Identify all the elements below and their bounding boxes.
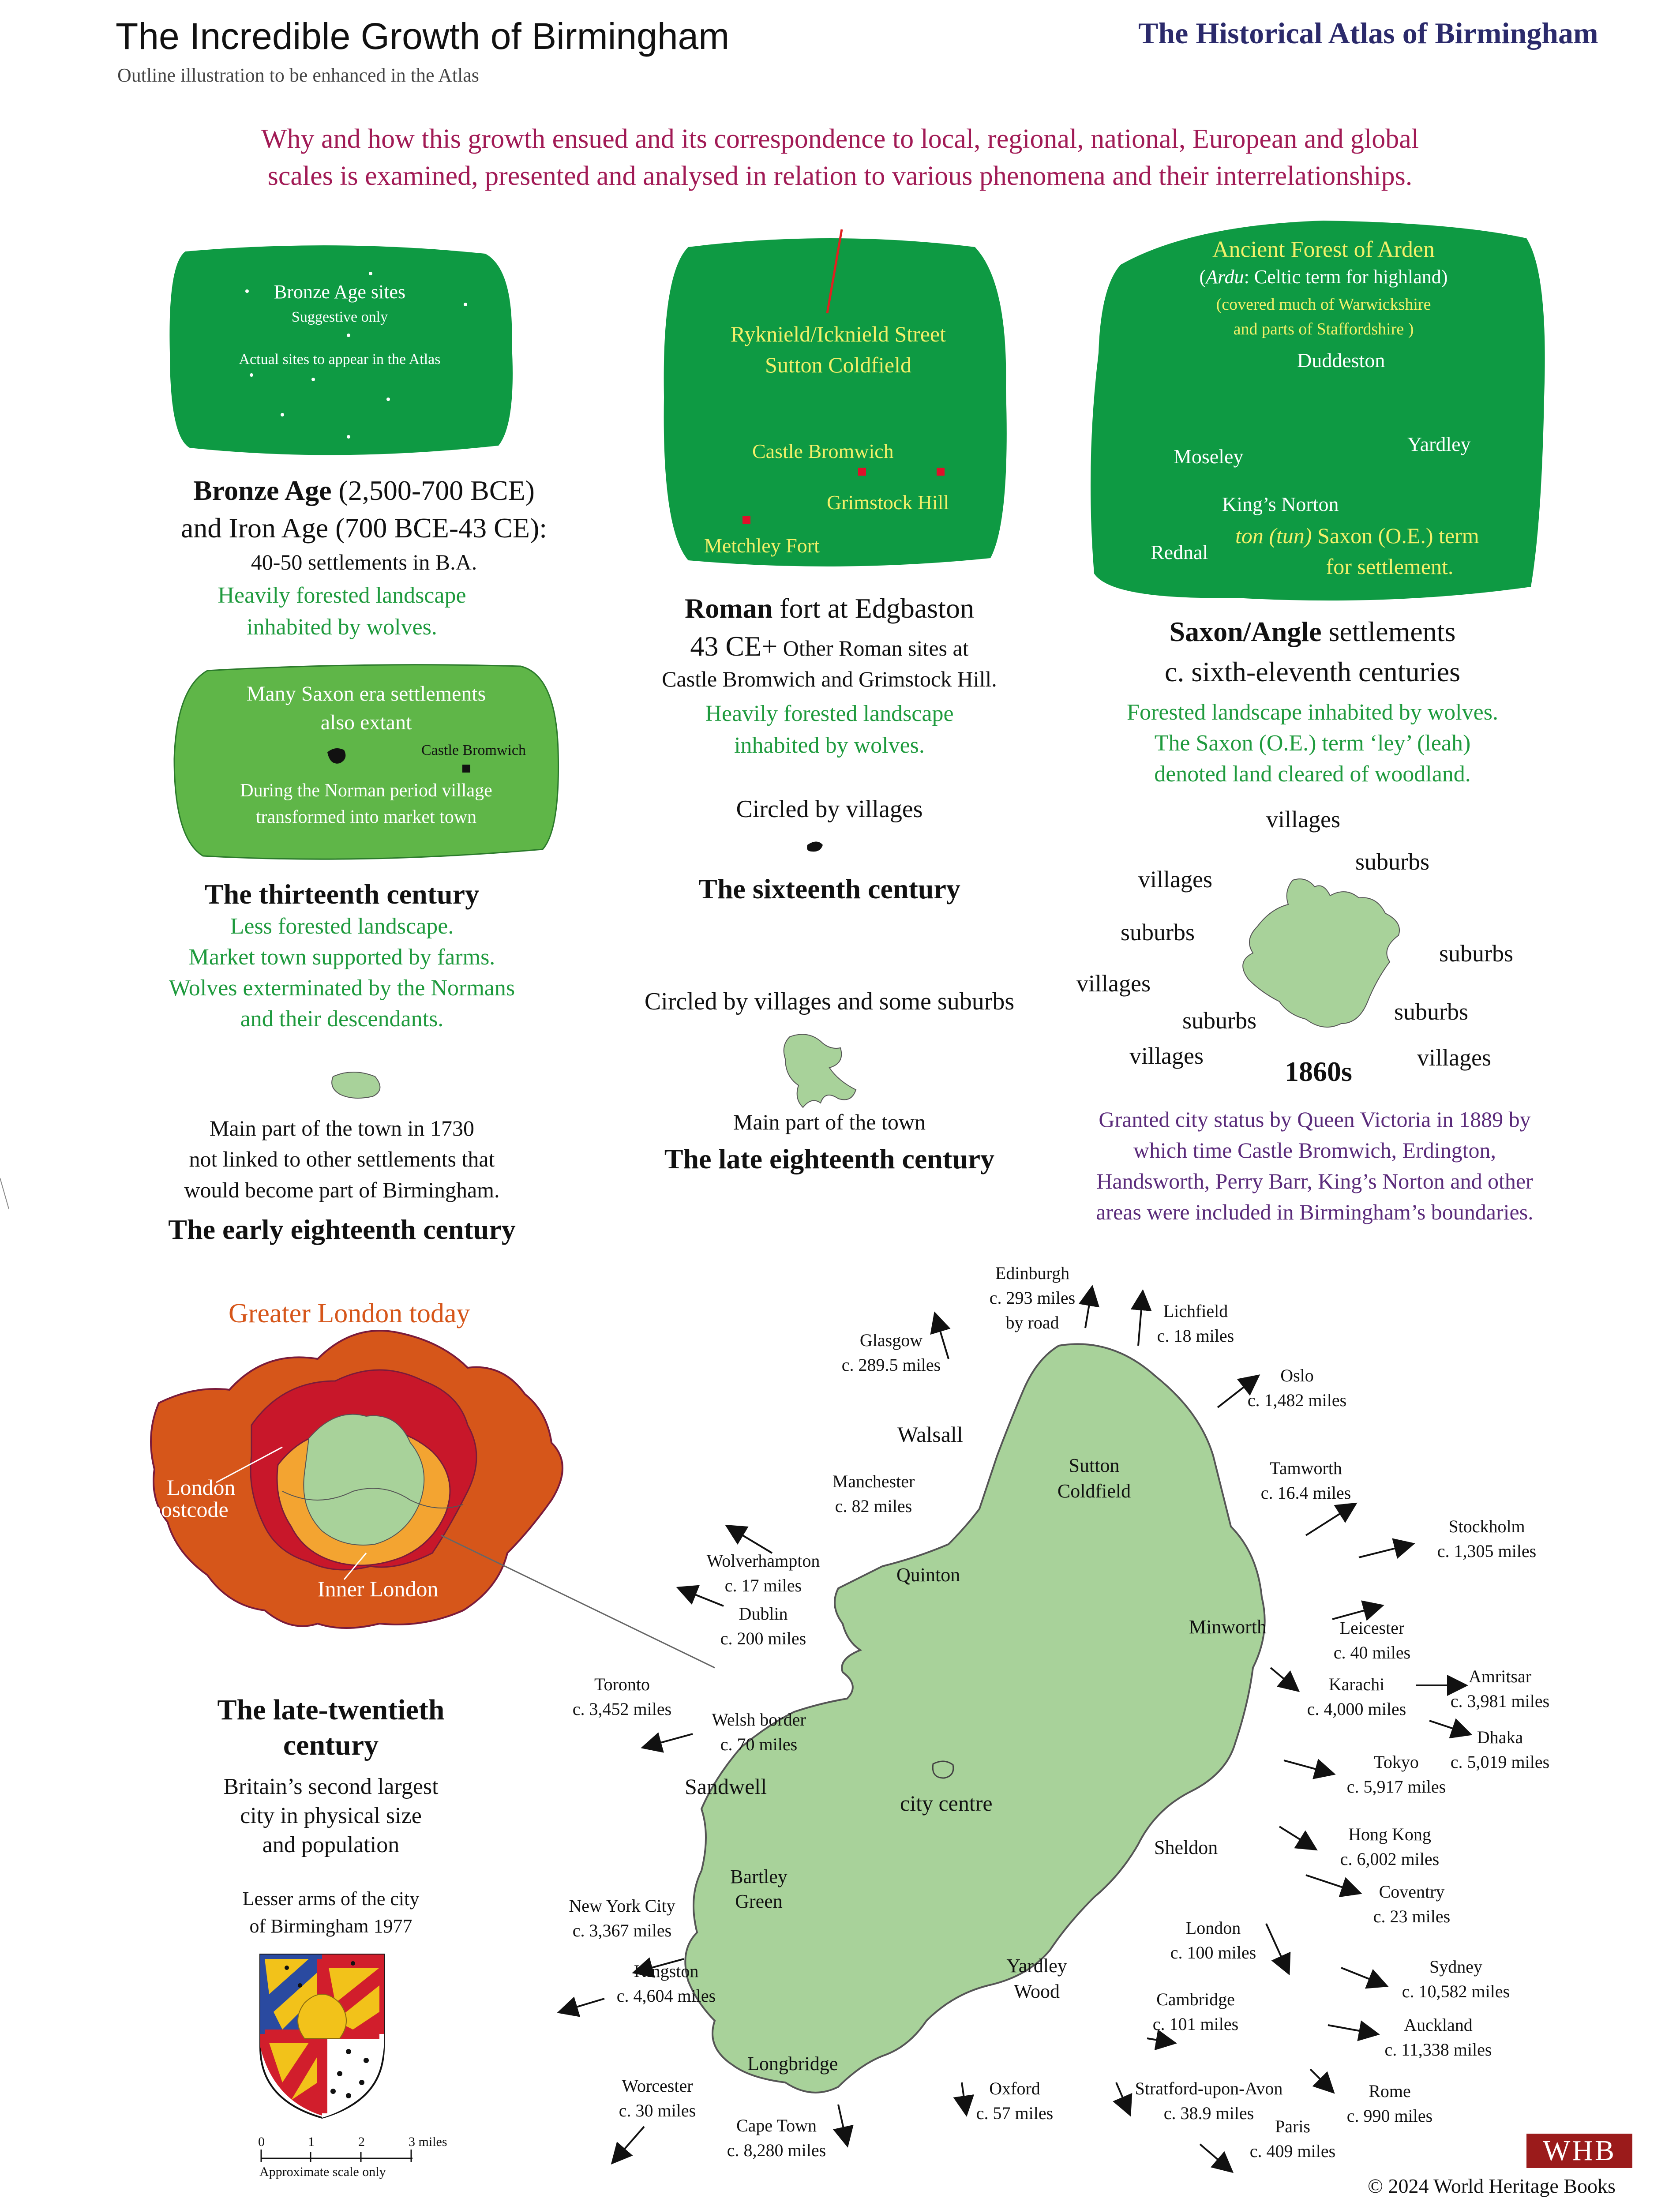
thirteenth-box-4: transformed into market town [255,807,477,827]
page-subtitle: Outline illustration to be enhanced in the Atlas [117,64,479,86]
town-1860s [1243,879,1399,1027]
dest-distance: c. 8,280 miles [727,2140,826,2160]
c1860-purple-4: areas were included in Birmingham’s boundaries. [1096,1200,1534,1224]
metchley-fort-marker [742,516,750,524]
dest-distance: c. 38.9 miles [1163,2103,1254,2123]
dest-name: Worcester [622,2076,693,2096]
saxon-ton-term-2: for settlement. [1326,554,1454,579]
saxon-ton-word: ton (tun) [1235,523,1312,548]
roman-line-2 [609,630,1050,663]
dest-distance: c. 4,604 miles [616,1986,716,2006]
c1860-purple-1: Granted city status by Queen Victoria in 1889 by [1099,1107,1531,1132]
saxon-kings-norton: King’s Norton [1222,493,1339,515]
label-suburbs-1: suburbs [1355,848,1430,875]
bronze-heading-bold: Bronze Age [193,475,332,506]
scale-tick-1: 1 [308,2135,315,2149]
dest-name: Paris [1275,2116,1310,2136]
dest-name: Oxford [989,2078,1040,2098]
dest-name: Auckland [1404,2015,1473,2035]
whb-logo: WHB [1526,2134,1632,2168]
thirteenth-green-1: Less forested landscape. [230,914,454,939]
thirteenth-box-2: also extant [320,711,412,734]
roman-heading-bold: Roman [685,593,773,624]
dest-welsh-border [688,1707,829,1757]
arms-caption-1: Lesser arms of the city [242,1888,420,1910]
saxon-yardley: Yardley [1407,433,1471,455]
dest-distance: c. 57 miles [976,2103,1054,2123]
late20-heading-1: The late-twentieth [217,1694,445,1726]
early18-line-3: would become part of Birmingham. [184,1178,500,1202]
dest-sydney [1381,1955,1531,2004]
dest-paris [1226,2114,1359,2164]
dest-cape-town [706,2113,847,2163]
london-title: Greater London today [229,1298,470,1328]
london-to-birmingham-connector [441,1535,715,1668]
roman-line-3: Castle Bromwich and Grimstock Hill. [662,667,997,691]
dest-name: Cape Town [736,2116,817,2135]
place-minworth: Minworth [1189,1616,1267,1638]
arden-covered-2: and parts of Staffordshire ) [1233,320,1414,338]
bronze-age-forest-blob [169,245,513,455]
saxon-heading-2: c. sixth-eleventh centuries [1165,656,1460,687]
dest-distance: c. 18 miles [1157,1326,1234,1346]
dest-distance: c. 11,338 miles [1384,2040,1492,2060]
dest-name: Tokyo [1374,1752,1419,1772]
scale-bar [261,2150,412,2162]
roman-green-1: Heavily forested landscape [705,701,954,726]
thirteenth-heading: The thirteenth century [204,878,480,910]
saxon-heading-bold: Saxon/Angle [1169,616,1322,647]
label-villages-4: villages [1129,1043,1204,1069]
arden-ardu-rest: : Celtic term for highland) [1244,266,1448,288]
arden-covered-1: (covered much of Warwickshire [1216,295,1431,314]
dest-extra: by road [1005,1313,1059,1332]
dest-distance: c. 5,019 miles [1450,1752,1550,1772]
dest-name: Edinburgh [995,1263,1070,1283]
bronze-green-1: Heavily forested landscape [218,583,466,608]
arms-caption-2: of Birmingham 1977 [249,1915,412,1937]
roman-other-sites: Other Roman sites at [777,636,969,660]
early18-heading: The early eighteenth century [168,1214,516,1245]
dest-leicester [1306,1616,1438,1665]
thirteenth-box-1: Many Saxon era settlements [246,682,486,705]
bronze-box-note-2: Actual sites to appear in the Atlas [239,351,441,368]
copyright: © 2024 World Heritage Books [1368,2175,1616,2197]
dest-distance: c. 101 miles [1152,2014,1239,2034]
thirteenth-castle-bromwich: Castle Bromwich [421,742,526,758]
inner-london-label: Inner London [318,1576,439,1601]
dest-name: London [1185,1918,1241,1938]
saxon-moseley: Moseley [1174,445,1244,468]
bronze-green-2: inhabited by wolves. [247,615,437,640]
roman-forest-blob [664,238,1007,567]
label-suburbs-3: suburbs [1439,940,1514,967]
place-longbridge: Longbridge [747,2053,838,2075]
dest-lichfield [1129,1299,1262,1348]
thirteenth-green-4: and their descendants. [240,1006,444,1032]
place-sheldon: Sheldon [1154,1837,1218,1858]
saxon-heading-rest: settlements [1321,616,1456,647]
scale-note: Approximate scale only [259,2165,386,2179]
dest-distance: c. 3,367 miles [572,1921,672,1940]
dest-distance: c. 100 miles [1170,1943,1256,1962]
dest-distance: c. 3,981 miles [1450,1691,1550,1711]
city-arms-shield [260,1955,384,2118]
dest-name: Lichfield [1163,1301,1228,1321]
dest-name: Rome [1369,2081,1411,2101]
dest-distance: c. 5,917 miles [1346,1777,1446,1797]
scale-tick-0: 0 [258,2135,265,2149]
late20-line-1: Britain’s second largest [223,1774,439,1799]
dest-hong-kong [1315,1822,1465,1872]
page-title: The Incredible Growth of Birmingham [116,15,730,57]
dest-name: Oslo [1280,1366,1314,1385]
dest-manchester [794,1469,953,1519]
dest-edinburgh [944,1261,1121,1335]
place-sutton-2: Coldfield [1057,1480,1131,1502]
thirteenth-green-2: Market town supported by farms. [188,945,495,970]
dest-name: Glasgow [859,1330,923,1350]
dest-amritsar [1425,1664,1575,1714]
thirteenth-box-3: During the Norman period village [240,780,492,801]
london-postcode-label-2: postcode [150,1497,229,1522]
late-18th-century-town [784,1034,856,1107]
bronze-heading-2: and Iron Age (700 BCE-43 CE): [180,512,548,544]
dest-distance: c. 6,002 miles [1340,1849,1440,1869]
arden-ardu-word: Ardu [1206,266,1244,288]
saxon-green-3: denoted land cleared of woodland. [1154,762,1471,787]
label-villages-3: villages [1076,970,1151,997]
roman-sutton-label: Sutton Coldfield [765,353,911,377]
dest-name: Karachi [1328,1674,1385,1694]
place-walsall: Walsall [897,1422,963,1447]
dest-distance: c. 293 miles [989,1288,1076,1308]
label-suburbs-4: suburbs [1182,1007,1257,1034]
dest-oxford [953,2076,1076,2126]
dest-oslo [1218,1363,1376,1413]
dest-cambridge [1121,1987,1271,2037]
dest-new-york [547,1894,697,1943]
dest-name: Stockholm [1448,1516,1525,1536]
dest-name: Amritsar [1468,1666,1532,1686]
late20-line-2: city in physical size [240,1803,422,1828]
dest-distance: c. 40 miles [1333,1643,1411,1662]
scale-tick-2: 2 [358,2135,365,2149]
dest-distance: c. 17 miles [724,1576,802,1595]
dest-london [1147,1916,1279,1965]
place-city-centre: city centre [900,1791,993,1816]
dest-name: Manchester [832,1471,915,1491]
place-yardley-2: Wood [1013,1981,1060,2002]
dest-name: New York City [569,1896,675,1916]
dest-distance: c. 10,582 miles [1402,1981,1510,2001]
bronze-box-title: Bronze Age sites [274,281,406,303]
dest-name: Sydney [1429,1957,1482,1977]
london-postcode-label-1: London [167,1475,236,1500]
dest-distance: c. 16.4 miles [1260,1483,1351,1503]
bronze-heading-dates: (2,500-700 BCE) [331,475,535,506]
dest-glasgow [812,1328,971,1377]
saxon-green-1: Forested landscape inhabited by wolves. [1127,700,1498,725]
late20-heading-2: century [283,1729,379,1761]
label-villages-5: villages [1417,1044,1491,1071]
bronze-heading [132,474,596,507]
label-suburbs-5: suburbs [1394,998,1469,1025]
dest-name: Coventry [1379,1882,1445,1902]
c1860-purple-3: Handsworth, Perry Barr, King’s Norton and other [1096,1169,1533,1193]
late18-circled: Circled by villages and some suburbs [644,988,1015,1015]
bronze-settlements: 40-50 settlements in B.A. [251,550,477,574]
dest-karachi [1284,1672,1429,1722]
dest-name: Welsh border [712,1710,806,1730]
sixteenth-heading: The sixteenth century [698,873,960,904]
roman-road-label: Ryknield/Icknield Street [730,322,946,346]
label-suburbs-2: suburbs [1121,919,1195,945]
atlas-title: The Historical Atlas of Birmingham [1138,16,1598,50]
roman-castle-bromwich-label: Castle Bromwich [752,440,894,462]
dest-name: Kingston [634,1961,699,1981]
sixteenth-century-town [807,842,823,852]
dest-dublin [693,1602,834,1651]
margin-mark [0,1178,9,1209]
dest-worcester [591,2074,724,2123]
dest-name: Tamworth [1270,1458,1342,1478]
dest-name: Hong Kong [1348,1824,1431,1844]
early18-line-1: Main part of the town in 1730 [210,1116,474,1141]
late18-heading: The late eighteenth century [664,1143,995,1174]
early-18th-century-town [332,1072,380,1098]
place-sutton-1: Sutton [1069,1455,1120,1476]
place-sandwell: Sandwell [685,1774,767,1799]
roman-green-2: inhabited by wolves. [734,733,925,758]
late18-main: Main part of the town [733,1110,926,1134]
dest-name: Dublin [739,1604,788,1624]
label-villages-2: villages [1138,866,1212,893]
dest-distance: c. 200 miles [720,1628,806,1648]
dest-auckland [1363,2013,1513,2062]
c1860-heading: 1860s [1285,1056,1352,1087]
london-core-area [304,1414,424,1545]
dest-distance: c. 4,000 miles [1307,1699,1406,1719]
saxon-rednal: Rednal [1151,541,1208,563]
place-bartley-2: Green [735,1891,783,1912]
dest-coventry [1350,1880,1474,1929]
scale-tick-3: 3 miles [409,2135,447,2149]
dest-kingston [591,1959,741,2008]
intro-line-2: scales is examined, presented and analysed in relation to various phenomena and their interrelationships. [267,161,1413,191]
intro-line-1: Why and how this growth ensued and its correspondence to local, regional, national, European and global [261,124,1419,154]
dest-name: Stratford-upon-Avon [1135,2078,1283,2098]
dest-distance: c. 70 miles [720,1734,798,1754]
c1860-purple-2: which time Castle Bromwich, Erdington, [1133,1138,1496,1163]
dest-name: Wolverhampton [706,1551,820,1571]
saxon-ton-rest: Saxon (O.E.) term [1312,523,1479,548]
dest-distance: c. 409 miles [1249,2141,1336,2161]
thirteenth-green-3: Wolves exterminated by the Normans [169,975,515,1001]
dest-name: Toronto [594,1674,650,1694]
roman-heading [609,592,1050,625]
arden-ardu-note: (Ardu: Celtic term for highland) [1199,266,1448,288]
saxon-duddeston: Duddeston [1297,349,1385,371]
place-bartley-1: Bartley [730,1866,788,1887]
dest-wolverhampton [675,1549,851,1598]
saxon-green-2: The Saxon (O.E.) term ‘ley’ (leah) [1154,731,1471,756]
dest-name: Dhaka [1477,1727,1523,1747]
dest-distance: c. 990 miles [1346,2106,1433,2126]
dest-distance: c. 1,482 miles [1247,1390,1347,1410]
late20-line-3: and population [262,1832,400,1857]
dest-distance: c. 30 miles [619,2101,696,2120]
sixteenth-circled: Circled by villages [736,795,923,823]
bronze-box-note: Suggestive only [291,309,388,325]
dest-distance: c. 1,305 miles [1437,1541,1537,1561]
dest-toronto [547,1672,697,1722]
roman-metchley-label: Metchley Fort [704,534,820,557]
place-yardley-1: Yardley [1006,1955,1067,1977]
place-quinton: Quinton [896,1564,960,1586]
roman-heading-rest: fort at Edgbaston [772,593,974,624]
dest-stockholm [1403,1514,1571,1564]
arden-title: Ancient Forest of Arden [1212,237,1435,262]
dest-distance: c. 289.5 miles [841,1355,941,1375]
label-villages-1: villages [1266,806,1340,833]
grimstock-hill-marker [937,468,945,476]
dest-tokyo [1324,1750,1469,1799]
saxon-ton-term [1235,523,1479,548]
dest-distance: c. 3,452 miles [572,1699,672,1719]
dest-distance: c. 23 miles [1373,1906,1451,1926]
roman-date: 43 CE+ [690,630,778,662]
early18-line-2: not linked to other settlements that [189,1147,495,1171]
dest-tamworth [1226,1456,1385,1505]
castle-bromwich-marker [462,765,470,773]
saxon-heading [1059,615,1566,648]
dest-name: Cambridge [1156,1989,1235,2009]
castle-bromwich-fort-marker [858,468,866,476]
roman-grimstock-label: Grimstock Hill [827,491,949,514]
dest-name: Leicester [1339,1618,1405,1638]
dest-distance: c. 82 miles [835,1496,912,1516]
